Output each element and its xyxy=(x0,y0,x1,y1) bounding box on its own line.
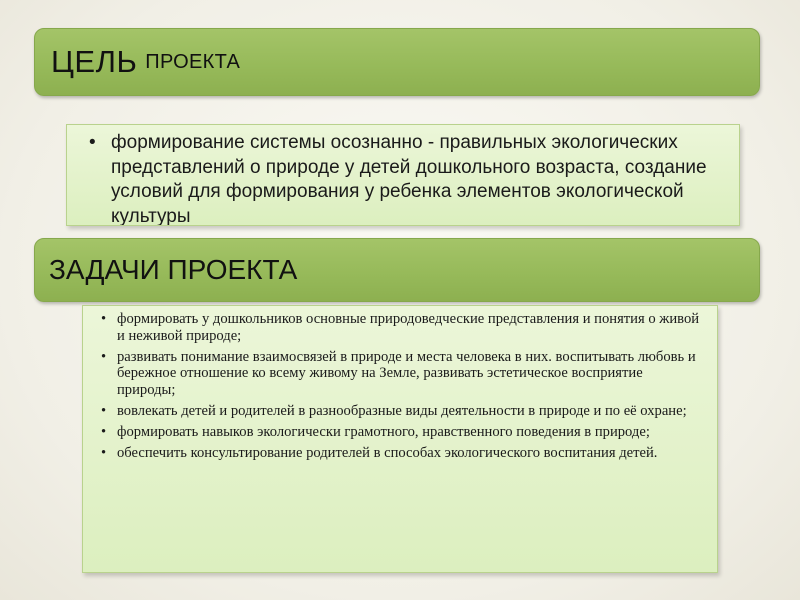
bullet-icon: • xyxy=(89,132,96,153)
task-text: развивать понимание взаимосвязей в природе и места человека в них. воспитывать любовь и бережное отношение ко всему живому на Земле, развивать эстетическое восприятие природы; xyxy=(117,348,696,399)
tasks-header xyxy=(34,238,760,302)
goal-bullet-item xyxy=(89,131,727,226)
bullet-icon: • xyxy=(101,311,107,327)
task-text: обеспечить консультирование родителей в способах экологического воспитания детей. xyxy=(117,444,658,461)
goal-title-rest: ПРОЕКТА xyxy=(145,50,241,73)
goal-text: формирование системы осознанно - правильных экологических представлений о природе у детей дошкольного возраста, создание условий для формирования у ребенка элементов экологической культуры xyxy=(111,132,707,226)
task-item xyxy=(99,403,703,420)
task-item xyxy=(99,311,703,345)
tasks-panel xyxy=(82,305,718,573)
tasks-title: ЗАДАЧИ ПРОЕКТА xyxy=(49,254,298,285)
bullet-icon: • xyxy=(101,444,107,461)
task-item xyxy=(99,424,703,441)
task-item xyxy=(99,445,703,462)
bullet-icon: • xyxy=(101,348,107,365)
task-text: формировать навыков экологически грамотного, нравственного поведения в природе; xyxy=(117,423,650,440)
tasks-list xyxy=(99,311,703,461)
goal-panel xyxy=(66,124,740,226)
bullet-icon: • xyxy=(101,423,107,440)
goal-title-main: ЦЕЛЬ xyxy=(51,44,138,79)
goal-header xyxy=(34,28,760,96)
task-text: вовлекать детей и родителей в разнообразные виды деятельности в природе и по её охране; xyxy=(117,402,687,419)
bullet-icon: • xyxy=(101,402,107,419)
task-text: формировать у дошкольников основные природоведческие представления и понятия о живой и неживой природе; xyxy=(117,311,700,344)
task-item xyxy=(99,349,703,399)
